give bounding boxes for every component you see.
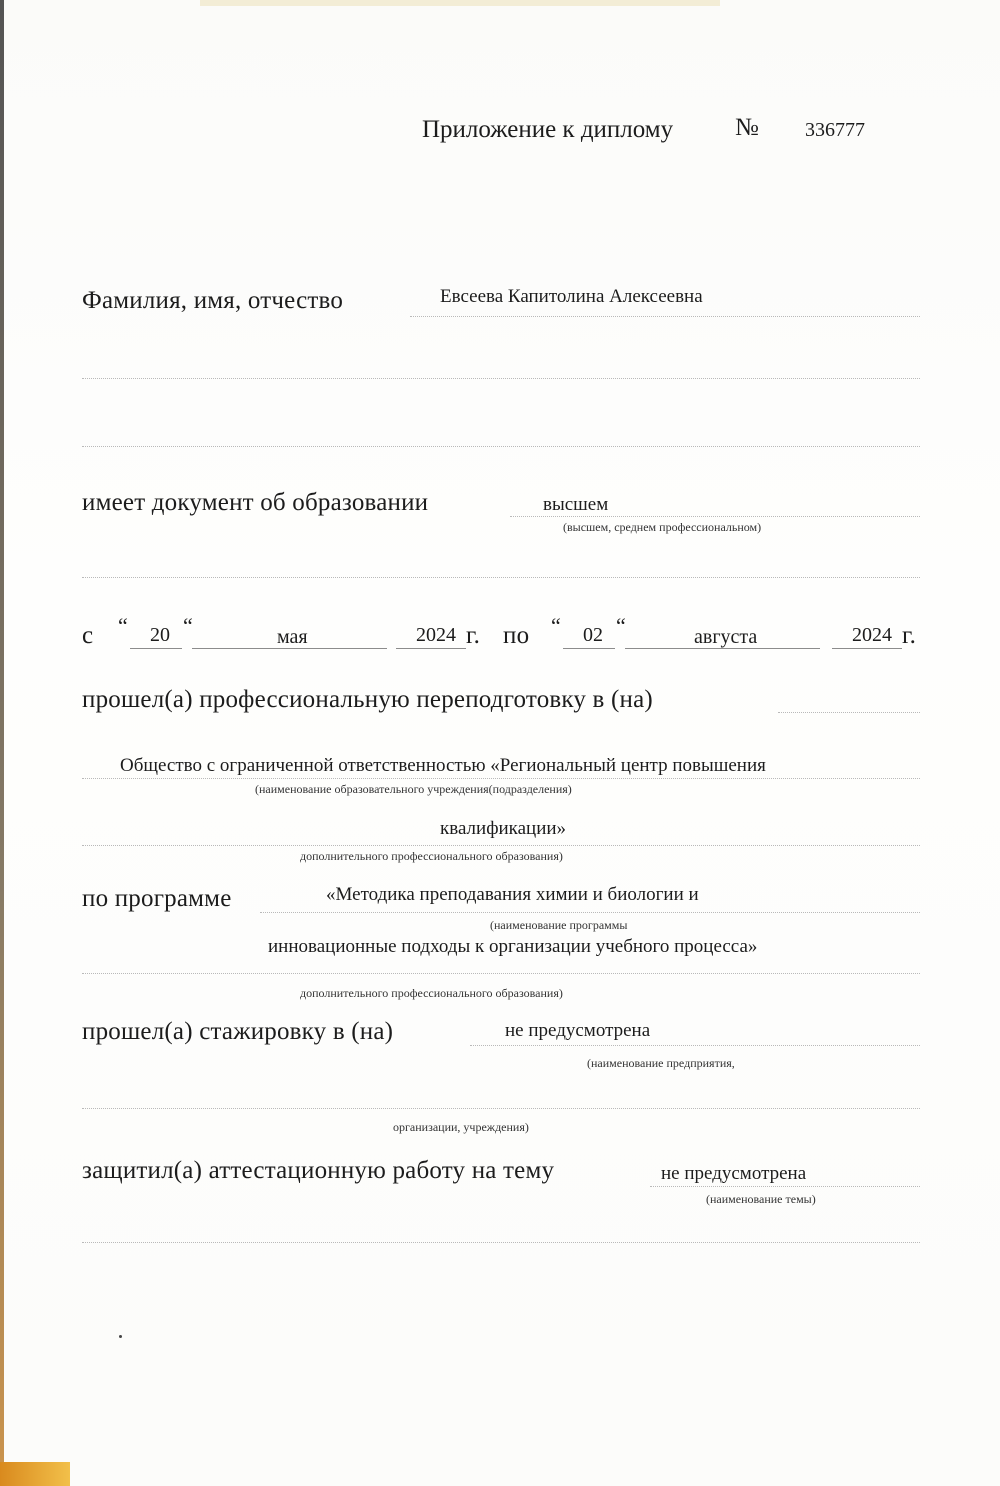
institution-line-1: Общество с ограниченной ответственностью «Региональный центр повышения — [120, 755, 766, 776]
retraining-line — [778, 712, 920, 713]
ink-dot — [119, 1335, 122, 1338]
fio-value: Евсеева Капитолина Алексеевна — [440, 286, 703, 307]
institution-hint-2: дополнительного профессионального образования) — [300, 849, 563, 863]
from-month: мая — [277, 626, 308, 648]
retraining-label: прошел(а) профессиональную переподготовку в (на) — [82, 686, 653, 713]
to-year-suffix: г. — [902, 622, 917, 649]
to-year: 2024 — [852, 624, 892, 646]
from-day: 20 — [150, 624, 170, 646]
institution-line-2-rule — [82, 845, 920, 846]
education-line — [510, 516, 920, 517]
thesis-hint: (наименование темы) — [706, 1192, 816, 1206]
program-hint-1: (наименование программы — [490, 918, 628, 932]
internship-hint-2: организации, учреждения) — [393, 1120, 529, 1134]
fio-line-3 — [82, 446, 920, 447]
document-title: Приложение к диплому — [422, 116, 674, 143]
to-day-line — [563, 648, 615, 649]
from-close-quote: “ — [183, 613, 193, 638]
period-from-prefix: с — [82, 622, 94, 649]
internship-line-2 — [82, 1108, 920, 1109]
to-year-line — [832, 648, 902, 649]
to-open-quote: “ — [551, 613, 561, 638]
education-hint: (высшем, среднем профессиональном) — [563, 520, 762, 534]
from-year-line — [396, 648, 466, 649]
page-edge-shadow — [0, 0, 4, 1486]
program-value-2: инновационные подходы к организации учебного процесса» — [268, 936, 758, 957]
period-to-prefix: по — [503, 622, 530, 649]
to-day: 02 — [583, 624, 603, 646]
fio-label: Фамилия, имя, отчество — [82, 287, 344, 314]
thesis-label: защитил(а) аттестационную работу на тему — [82, 1157, 555, 1184]
institution-line-1-rule — [82, 778, 920, 779]
thesis-line-2 — [82, 1242, 920, 1243]
program-line-1 — [260, 912, 920, 913]
to-month: августа — [694, 626, 758, 648]
internship-line — [470, 1045, 920, 1046]
from-year: 2024 — [416, 624, 456, 646]
fio-line-2 — [82, 378, 920, 379]
to-close-quote: “ — [616, 613, 626, 638]
education-line-2 — [82, 577, 920, 578]
diploma-number: 336777 — [805, 119, 865, 141]
internship-label: прошел(а) стажировку в (на) — [82, 1018, 394, 1045]
from-open-quote: “ — [118, 613, 128, 638]
page-top-tint — [200, 0, 720, 6]
education-label: имеет документ об образовании — [82, 489, 429, 516]
internship-hint-1: (наименование предприятия, — [587, 1056, 735, 1070]
education-value: высшем — [543, 494, 609, 515]
from-month-line — [192, 648, 387, 649]
program-value-1: «Методика преподавания химии и биологии и — [326, 884, 699, 905]
fio-line — [410, 316, 920, 317]
institution-line-2: квалификации» — [440, 818, 567, 839]
program-hint-2: дополнительного профессионального образования) — [300, 986, 563, 1000]
number-sign: № — [735, 114, 759, 141]
internship-value: не предусмотрена — [505, 1020, 651, 1041]
from-year-suffix: г. — [466, 622, 481, 649]
thesis-value: не предусмотрена — [661, 1163, 807, 1184]
from-day-line — [130, 648, 182, 649]
institution-hint-1: (наименование образовательного учреждения(подразделения) — [255, 782, 572, 796]
program-label: по программе — [82, 885, 232, 912]
to-month-line — [625, 648, 820, 649]
background-corner — [0, 1462, 70, 1486]
thesis-line — [650, 1186, 920, 1187]
program-line-2 — [82, 973, 920, 974]
